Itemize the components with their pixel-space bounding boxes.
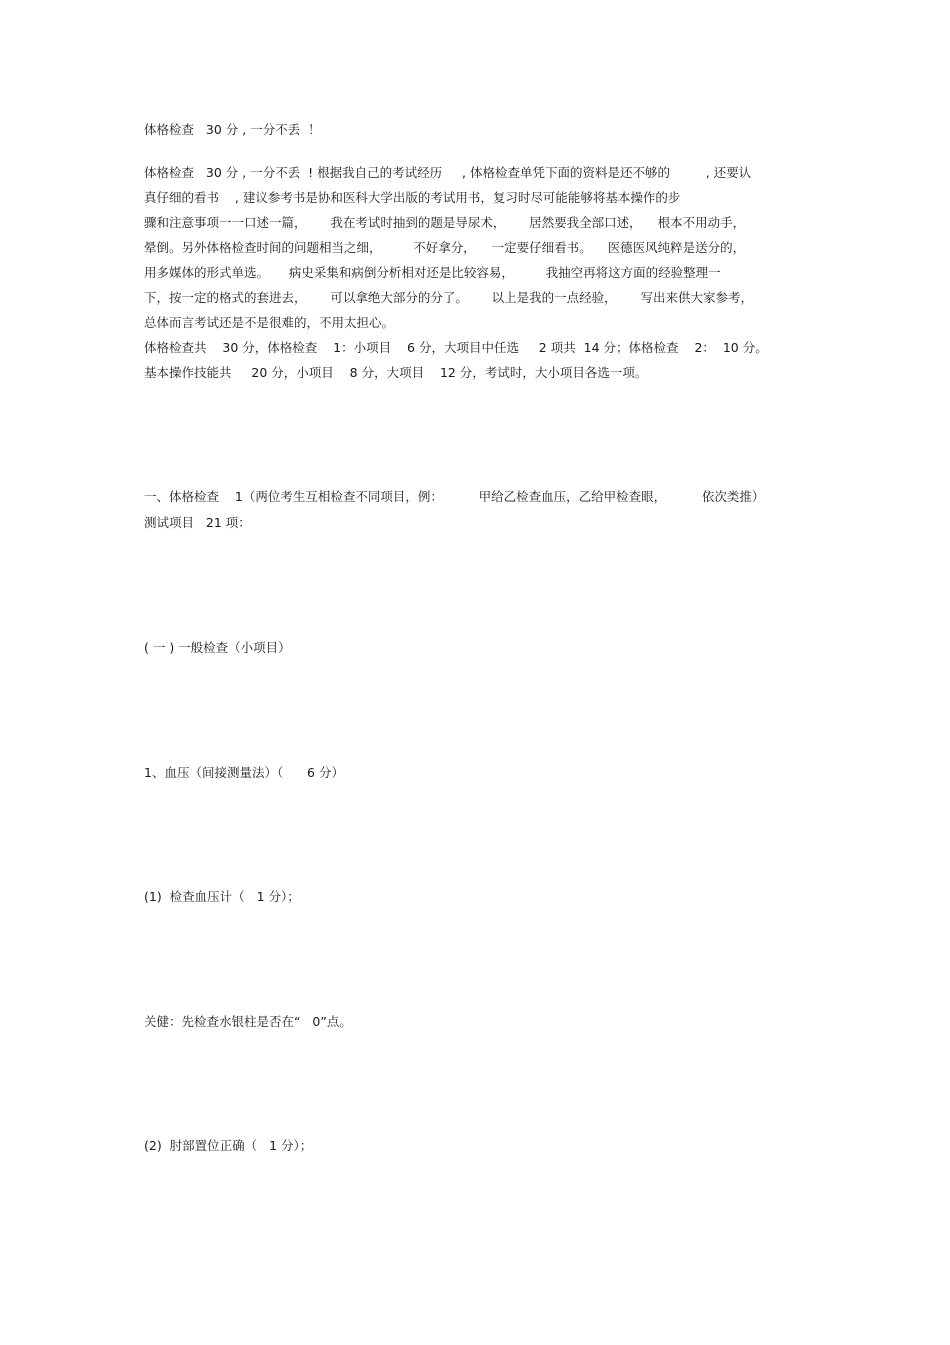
section-heading-physical-exam-1: 一、体格检查 1（两位考生互相检查不同项目，例： 甲给乙检查血压，乙给甲检查眼， 依次类推） (144, 489, 765, 504)
intro-line-3: 骤和注意事项一一口述一篇， 我在考试时抽到的题是导尿术， 居然要我全部口述， 根本不用动手， (144, 215, 746, 230)
score-summary-line-1: 体格检查共 30 分，体格检查 1：小项目 6 分，大项目中任选 2 项共 14 分；体格检查 2： 10 分。 (144, 340, 768, 355)
intro-line-6: 下，按一定的格式的套进去， 可以拿绝大部分的分了。 以上是我的一点经验， 写出来供大家参考， (144, 290, 754, 305)
score-summary-line-2: 基本操作技能共 20 分，小项目 8 分，大项目 12 分，考试时，大小项目各选一项。 (144, 365, 648, 380)
step-check-sphygmomanometer: (1) 检查血压计（ 1 分）； (144, 889, 300, 904)
document-title: 体格检查 30 分 , 一分不丢 ！ (144, 122, 321, 137)
intro-line-4: 晕倒。另外体格检查时间的问题相当之细， 不好拿分， 一定要仔细看书。 医德医风纯粹是送分的， (144, 240, 746, 255)
section-test-items-count: 测试项目 21 项： (144, 515, 251, 530)
intro-line-2: 真仔细的看书 , 建议参考书是协和医科大学出版的考试用书，复习时尽可能能够将基本操作的步 (144, 190, 681, 205)
intro-line-1: 体格检查 30 分 , 一分不丢 ! 根据我自己的考试经历 , 体格检查单凭下面的资料是还不够的 , 还要认 (144, 165, 752, 180)
item-blood-pressure: 1、血压（间接测量法）（ 6 分） (144, 765, 344, 780)
step-elbow-position: (2) 肘部置位正确（ 1 分）； (144, 1138, 313, 1153)
intro-line-7: 总体而言考试还是不是很难的，不用太担心。 (144, 315, 395, 330)
subsection-general-exam: ( 一 ) 一般检查（小项目） (144, 640, 291, 655)
key-note-mercury-zero: 关健：先检查水银柱是否在“ 0”点。 (144, 1014, 352, 1029)
intro-line-5: 用多媒体的形式单选。 病史采集和病倒分析相对还是比较容易， 我抽空再将这方面的经验整理一 (144, 265, 721, 280)
